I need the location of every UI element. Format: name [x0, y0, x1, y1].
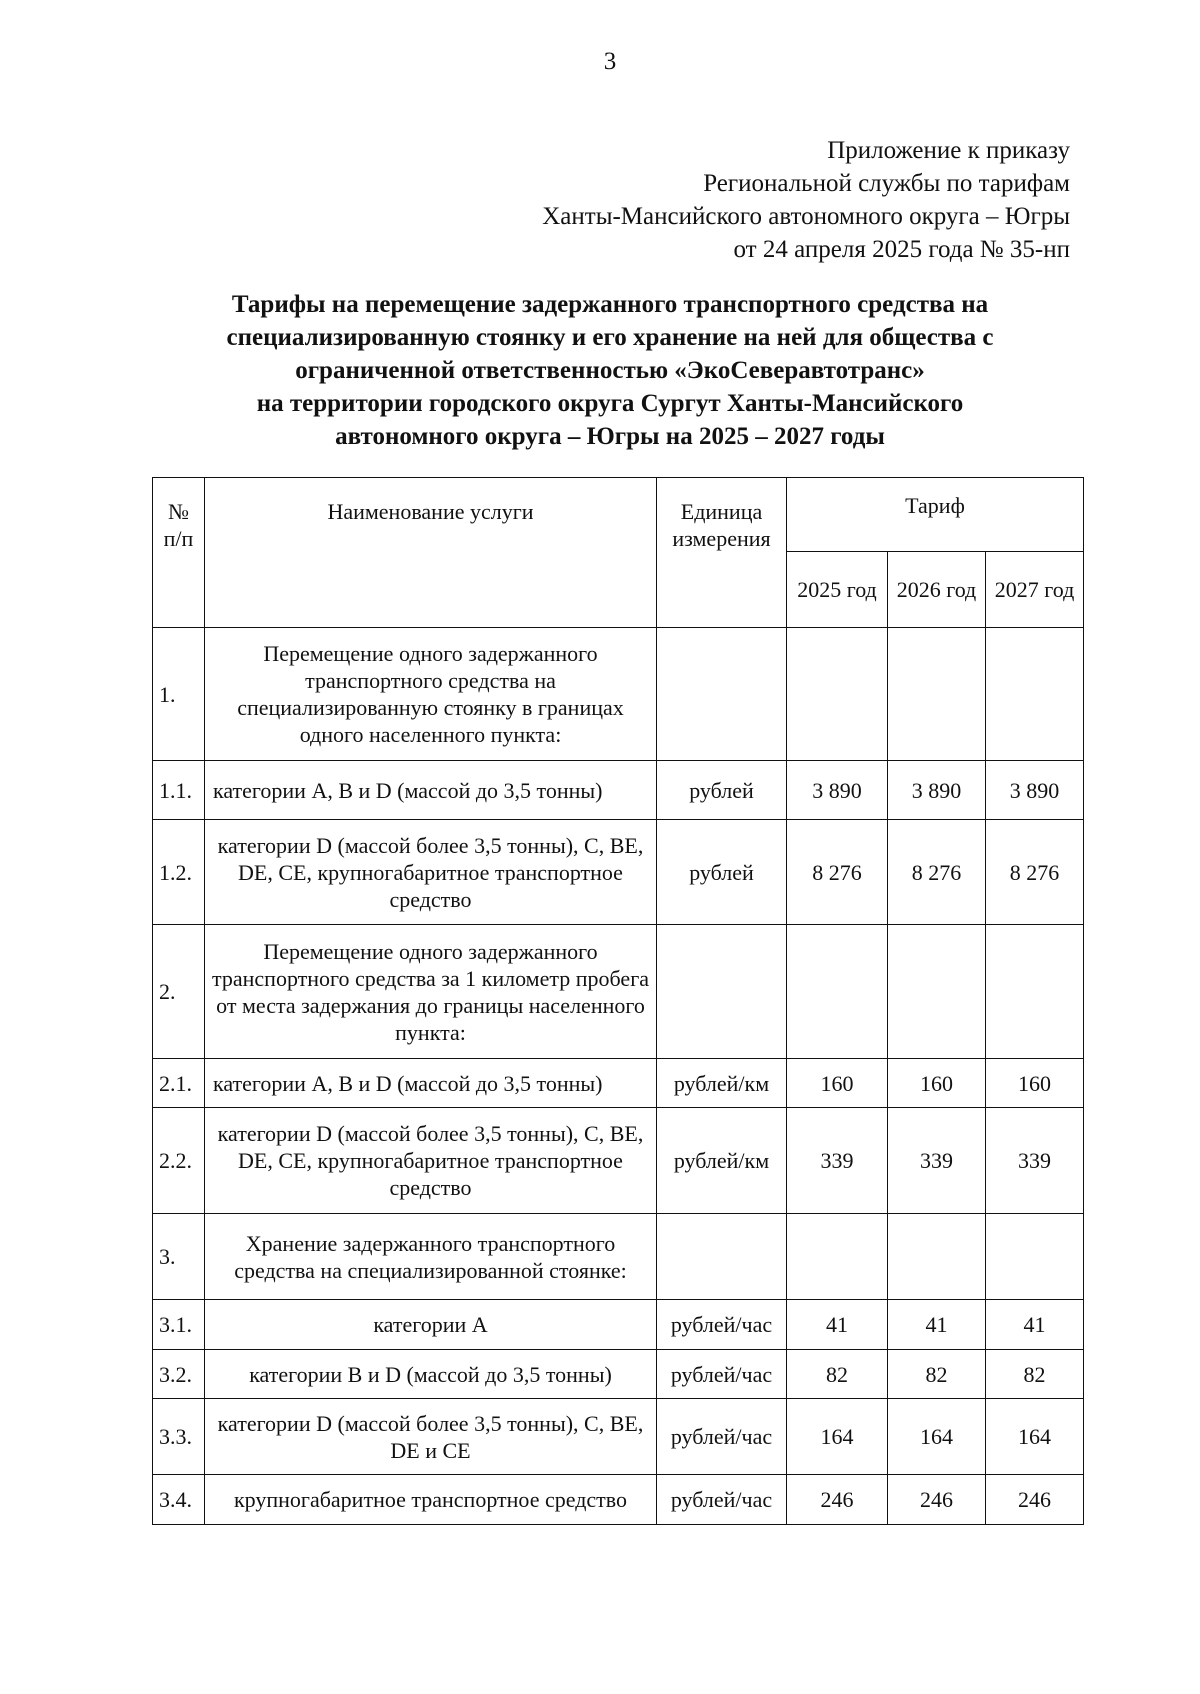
row-value-2027: [986, 925, 1084, 1059]
row-unit: [657, 925, 787, 1059]
table-row: [153, 1059, 1084, 1108]
row-unit: рублей/час: [657, 1399, 787, 1475]
header-unit: Единица измерения: [657, 478, 787, 628]
header-year-2027: 2027 год: [986, 552, 1084, 628]
row-value-2025: 164: [787, 1399, 888, 1475]
table-row: [153, 1214, 1084, 1300]
row-value-2025: 160: [787, 1059, 888, 1108]
row-name: Перемещение одного задержанного транспортного средства на специализированную стоянку в границах одного населенного пункта:: [205, 628, 657, 761]
row-num: 2.: [153, 925, 205, 1059]
row-value-2025: [787, 1214, 888, 1300]
tariff-table: [152, 477, 1084, 1525]
header-year-2025: 2025 год: [787, 552, 888, 628]
title-line: на территории городского округа Сургут Ханты-Мансийского: [256, 390, 964, 417]
table-body: [153, 628, 1084, 1525]
row-name: категории D (массой более 3,5 тонны), C, BE, DE, CE, крупногабаритное транспортное средство: [205, 820, 657, 925]
row-name: Хранение задержанного транспортного средства на специализированной стоянке:: [205, 1214, 657, 1300]
row-unit: рублей/час: [657, 1350, 787, 1399]
table-row: [153, 820, 1084, 925]
row-value-2027: 8 276: [986, 820, 1084, 925]
row-value-2026: 164: [888, 1399, 986, 1475]
row-num: 2.2.: [153, 1108, 205, 1214]
row-value-2025: 246: [787, 1475, 888, 1525]
row-num: 3.3.: [153, 1399, 205, 1475]
row-num: 1.: [153, 628, 205, 761]
appendix-block: [542, 134, 1070, 266]
document-title: [150, 288, 1070, 453]
table-row: [153, 1399, 1084, 1475]
table-header: [153, 478, 1084, 628]
row-value-2026: 246: [888, 1475, 986, 1525]
row-value-2026: [888, 925, 986, 1059]
row-value-2027: 3 890: [986, 761, 1084, 820]
row-value-2026: 82: [888, 1350, 986, 1399]
appendix-line: Ханты-Мансийского автономного округа – Югры: [542, 203, 1070, 230]
row-name: категории B и D (массой до 3,5 тонны): [205, 1350, 657, 1399]
row-value-2026: 160: [888, 1059, 986, 1108]
row-value-2027: [986, 1214, 1084, 1300]
row-num: 3.: [153, 1214, 205, 1300]
table-row: [153, 925, 1084, 1059]
row-name: Перемещение одного задержанного транспортного средства за 1 километр пробега от места задержания до границы населенного пункта:: [205, 925, 657, 1059]
row-value-2027: 82: [986, 1350, 1084, 1399]
title-line: автономного округа – Югры на 2025 – 2027 годы: [335, 423, 885, 450]
table-row: [153, 1108, 1084, 1214]
row-value-2025: 8 276: [787, 820, 888, 925]
row-unit: [657, 628, 787, 761]
appendix-line: Приложение к приказу: [827, 137, 1070, 164]
row-num: 3.4.: [153, 1475, 205, 1525]
title-line: специализированную стоянку и его хранение на ней для общества с: [226, 324, 994, 351]
row-unit: рублей/км: [657, 1059, 787, 1108]
row-value-2027: 339: [986, 1108, 1084, 1214]
row-name: категории D (массой более 3,5 тонны), C, BE, DE и CE: [205, 1399, 657, 1475]
table-row: [153, 1475, 1084, 1525]
row-value-2027: 41: [986, 1300, 1084, 1350]
row-value-2026: 41: [888, 1300, 986, 1350]
title-line: ограниченной ответственностью «ЭкоСеверавтотранс»: [295, 357, 925, 384]
row-value-2027: [986, 628, 1084, 761]
row-name: категории D (массой более 3,5 тонны), C, BE, DE, CE, крупногабаритное транспортное средство: [205, 1108, 657, 1214]
row-value-2026: 339: [888, 1108, 986, 1214]
header-name: Наименование услуги: [205, 478, 657, 628]
table-row: [153, 1300, 1084, 1350]
row-value-2027: 160: [986, 1059, 1084, 1108]
appendix-line: от 24 апреля 2025 года № 35-нп: [733, 236, 1070, 263]
header-year-2026: 2026 год: [888, 552, 986, 628]
row-value-2025: 3 890: [787, 761, 888, 820]
row-name: категории A, B и D (массой до 3,5 тонны): [205, 1059, 657, 1108]
row-value-2026: [888, 1214, 986, 1300]
row-name: категории A, B и D (массой до 3,5 тонны): [205, 761, 657, 820]
row-value-2027: 164: [986, 1399, 1084, 1475]
row-name: крупногабаритное транспортное средство: [205, 1475, 657, 1525]
row-unit: рублей: [657, 761, 787, 820]
title-line: Тарифы на перемещение задержанного транспортного средства на: [231, 291, 989, 318]
row-name: категории A: [205, 1300, 657, 1350]
row-num: 1.2.: [153, 820, 205, 925]
row-unit: рублей: [657, 820, 787, 925]
row-unit: рублей/час: [657, 1475, 787, 1525]
table-row: [153, 1350, 1084, 1399]
row-num: 3.2.: [153, 1350, 205, 1399]
row-value-2026: 3 890: [888, 761, 986, 820]
row-num: 2.1.: [153, 1059, 205, 1108]
header-tariff: Тариф: [787, 478, 1084, 552]
appendix-line: Региональной службы по тарифам: [703, 170, 1070, 197]
row-value-2025: [787, 628, 888, 761]
row-value-2025: 339: [787, 1108, 888, 1214]
row-unit: [657, 1214, 787, 1300]
row-value-2026: 8 276: [888, 820, 986, 925]
row-value-2025: [787, 925, 888, 1059]
row-num: 3.1.: [153, 1300, 205, 1350]
row-unit: рублей/час: [657, 1300, 787, 1350]
row-unit: рублей/км: [657, 1108, 787, 1214]
page-number: 3: [603, 48, 617, 75]
row-num: 1.1.: [153, 761, 205, 820]
header-num: № п/п: [153, 478, 205, 628]
table-row: [153, 761, 1084, 820]
row-value-2026: [888, 628, 986, 761]
row-value-2025: 41: [787, 1300, 888, 1350]
row-value-2027: 246: [986, 1475, 1084, 1525]
table-row: [153, 628, 1084, 761]
row-value-2025: 82: [787, 1350, 888, 1399]
